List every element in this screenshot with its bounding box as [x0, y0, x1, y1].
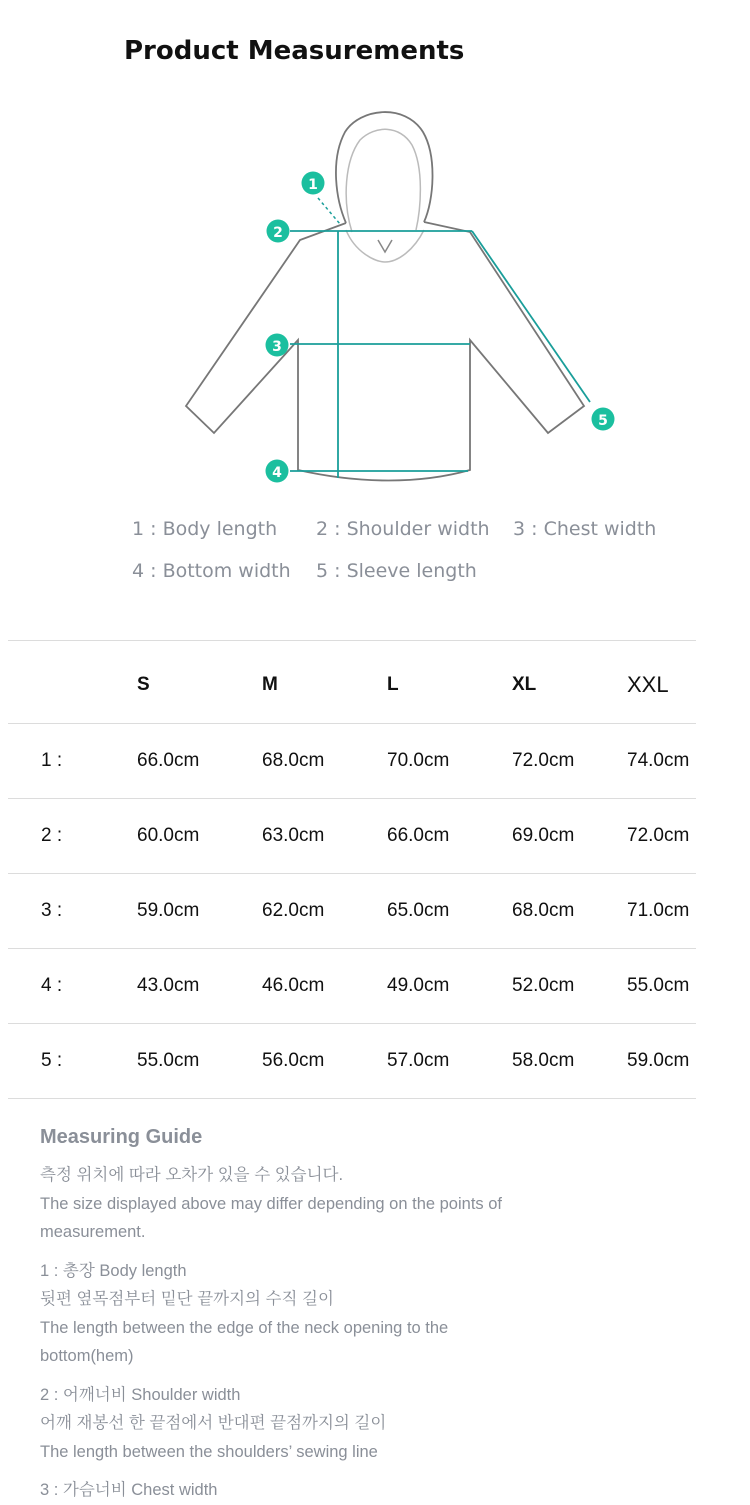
column-header-xl: XL	[512, 674, 537, 695]
guide-intro-en-2: measurement.	[40, 1223, 146, 1241]
table-cell: 74.0cm	[627, 750, 690, 771]
hoodie-measurement-diagram	[0, 0, 750, 500]
table-cell: 68.0cm	[512, 900, 575, 921]
neck-notch	[378, 240, 392, 252]
guide-intro-en-1: The size displayed above may differ depending on the points of	[40, 1194, 502, 1213]
table-cell: 55.0cm	[137, 1050, 200, 1071]
legend-item-shoulder-width: 2 : Shoulder width	[316, 518, 490, 540]
legend-item-sleeve-length: 5 : Sleeve length	[316, 560, 477, 582]
table-row	[8, 723, 696, 798]
marker-1	[302, 172, 325, 195]
table-cell: 43.0cm	[137, 975, 200, 996]
page-title: Product Measurements	[124, 36, 465, 66]
guide-item1-en-1: The length between the edge of the neck opening to the	[40, 1318, 449, 1337]
table-cell: 49.0cm	[387, 975, 450, 996]
guide-item3-title: 3 : 가슴너비 Chest width	[40, 1481, 218, 1499]
marker-2	[267, 220, 290, 243]
body-outline	[186, 222, 584, 481]
table-cell: 72.0cm	[512, 750, 575, 771]
table-cell: 66.0cm	[137, 750, 200, 771]
table-row	[8, 798, 696, 873]
table-cell: 68.0cm	[262, 750, 325, 771]
table-cell: 55.0cm	[627, 975, 690, 996]
neck-v-outline	[346, 230, 424, 262]
marker-4	[266, 460, 289, 483]
table-row	[8, 873, 696, 948]
guide-item2-title: 2 : 어깨너비 Shoulder width	[40, 1385, 241, 1404]
guide-item1-title: 1 : 총장 Body length	[40, 1261, 187, 1280]
table-cell: 71.0cm	[627, 900, 690, 921]
marker-5-label: 5	[598, 413, 608, 429]
neck-dash-line	[318, 198, 340, 224]
guide-intro-ko: 측정 위치에 따라 오차가 있을 수 있습니다.	[40, 1166, 344, 1184]
marker-5	[592, 408, 615, 431]
marker-4-label: 4	[272, 465, 282, 481]
column-header-xxl: XXL	[627, 672, 669, 697]
table-cell: 57.0cm	[387, 1050, 450, 1071]
guide-item2-ko: 어깨 재봉선 한 끝점에서 반대편 끝점까지의 길이	[40, 1414, 387, 1432]
marker-1-label: 1	[308, 177, 318, 193]
legend-item-chest-width: 3 : Chest width	[513, 518, 657, 540]
table-cell: 59.0cm	[137, 900, 200, 921]
guide-title: Measuring Guide	[40, 1126, 203, 1148]
guide-item1-en-2: bottom(hem)	[40, 1347, 134, 1365]
table-cell: 60.0cm	[137, 825, 200, 846]
guide-item1-ko: 뒷편 옆목점부터 밑단 끝까지의 수직 길이	[40, 1290, 334, 1308]
row-label: 4 :	[41, 975, 63, 996]
marker-2-label: 2	[273, 225, 283, 241]
table-cell: 69.0cm	[512, 825, 575, 846]
table-cell: 59.0cm	[627, 1050, 690, 1071]
table-row	[8, 948, 696, 1023]
sleeve-line	[472, 231, 590, 402]
marker-3	[266, 334, 289, 357]
table-row	[8, 1023, 696, 1099]
table-cell: 56.0cm	[262, 1050, 325, 1071]
table-cell: 62.0cm	[262, 900, 325, 921]
legend-item-bottom-width: 4 : Bottom width	[132, 560, 291, 582]
table-cell: 72.0cm	[627, 825, 690, 846]
table-cell: 65.0cm	[387, 900, 450, 921]
marker-3-label: 3	[272, 339, 282, 355]
table-cell: 58.0cm	[512, 1050, 575, 1071]
table-cell: 52.0cm	[512, 975, 575, 996]
column-header-l: L	[387, 674, 399, 695]
table-header-row	[8, 640, 696, 723]
row-label: 5 :	[41, 1050, 63, 1071]
row-label: 2 :	[41, 825, 63, 846]
guide-item2-en: The length between the shoulders’ sewing line	[40, 1442, 378, 1461]
table-cell: 70.0cm	[387, 750, 450, 771]
column-header-s: S	[137, 674, 150, 695]
column-header-m: M	[262, 674, 278, 695]
table-cell: 46.0cm	[262, 975, 325, 996]
row-label: 1 :	[41, 750, 63, 771]
legend-item-body-length: 1 : Body length	[132, 518, 278, 540]
table-cell: 66.0cm	[387, 825, 450, 846]
measuring-guide	[40, 1126, 560, 1505]
size-table	[8, 640, 696, 1099]
table-cell: 63.0cm	[262, 825, 325, 846]
hood-inner-outline	[346, 129, 420, 232]
row-label: 3 :	[41, 900, 63, 921]
